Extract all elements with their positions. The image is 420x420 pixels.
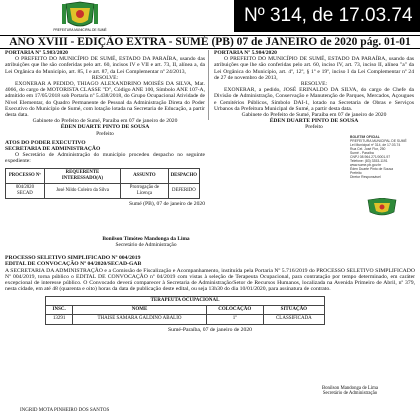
despacho-table [5,168,200,200]
convocation-signature [300,386,400,397]
atos-title: ATOS DO PODER EXECUTIVO [5,139,86,146]
despacho-requerente: José Nildo Coleiro da Silva [44,184,120,199]
convocation-colocacao: 1º [206,315,263,324]
table-row [6,184,200,199]
convocation-table-title: TERAPEUTA OCUPACIONAL [46,296,325,305]
secretaria-place-date: Sumé (PB), 07 de janeiro de 2020 [129,201,205,208]
municipal-coat-of-arms-logo [48,0,112,32]
convocation-section [5,255,415,333]
signer-right: ÉDEN DUARTE PINTO DE SOUSA [269,118,359,125]
processo-title: PROCESSO SELETIVO SIMPLIFICADO Nº 004/2019 [5,255,141,261]
convocation-header-situacao: SITUAÇÃO [263,306,324,315]
despacho-header-row [6,168,200,183]
despacho-header-despacho: DESPACHO [168,168,199,183]
stamp-line: Éden Duarte Pinto de Sousa [350,167,393,171]
table-row [46,315,325,324]
edition-bar: ANO XVIII - EDIÇÃO EXTRA - SUMÉ (PB) 07 de JANEIRO de 2020 pág. 01-01 [0,35,420,49]
second-sig-name: INGRID MOTA PINHEIRO DOS SANTOS [20,408,110,413]
convocation-header-nome: NOME [73,306,206,315]
right-column [214,50,414,131]
gabinete-right: Gabinete do Prefeito de Sumé, Paraíba em 07 de janeiro de 2020 [241,112,387,119]
masthead [0,0,420,34]
portaria-body-left: O PREFEITO DO MUNICÍPIO DE SUMÉ, ESTADO DA PARAÍBA, usando das atribuições que lhe são conferidas pelo art. 60, incisos IV e VII e art. 73, II, alínea a, da Lei Orgânica do Município, art. 85, I e art. 87, da Lei Complementar nº 24/2013, [5,56,205,75]
convocation-situacao: CLASSIFICADA [263,315,324,324]
edital-title: EDITAL DE CONVOCAÇÃO Nº 04/2020/SECAD-GAB [5,261,142,268]
resolve-right: RESOLVE: [300,81,328,88]
secretary-role: Secretário de Administração [115,242,177,248]
svg-text:PREFEITURA MUNICIPAL DE SUMÉ: PREFEITURA MUNICIPAL DE SUMÉ [53,28,107,32]
despacho-header-assunto: ASSUNTO [121,168,169,183]
despacho-assunto: Prorrogação de Licença [121,184,169,199]
left-column [5,50,205,208]
convocation-sig-role: Secretário de Administração [322,391,378,397]
despacho-decisao: DEFERIDO [168,184,199,199]
signer-role-left: Prefeito [96,130,114,137]
portaria-title-left: PORTARIA Nº 5.983/2020 [5,50,68,56]
secretary-signature [76,236,216,248]
secretary-name: Bonilson Timóteo Mandonga da Lima [102,236,190,242]
portaria-title-right: PORTARIA Nº 5.984/2020 [214,50,277,56]
gabinete-left: Gabinete do Prefeito de Sumé, Paraíba em 07 de janeiro de 2020 [32,118,178,125]
exonerar-left: EXONERAR A PEDIDO, THIAGO ALEXANDRINO MOISÉS DA SILVA, Mat. 4066, do cargo de MOTORISTA CLASSE "D", Código ANE 100, Símbolo ANE 107-A, admitido em 17/05/2018 sob Portaria nº 5.438/2018, do Grupo Ocupacional Atividade de Nível Elementar, do Quadro Permanente de Pessoal da Administração Direta do Poder Executivo do Município de Sumé, com lotação lotada na Secretaria de Educação, a partir desta data. [5,81,205,119]
colophon-stamp [350,135,415,205]
convocation-place-date: Sumé-Paraíba, 07 de janeiro de 2020 [167,326,253,333]
stamp-line: CNPJ 08.964.271/0001-97 [350,155,391,159]
despacho-header-processo: PROCESSO Nº [6,168,45,183]
signer-role-right: Prefeito [305,124,323,131]
stamp-line: Telefone: (83) 3353-1191 [350,159,388,163]
convocation-header-insc: INSC. [46,306,73,315]
convocation-header-colocacao: COLOCAÇÃO [206,306,263,315]
convocation-nome: THAISE SAMARA GALDINO ABALIO [73,315,206,324]
secretaria-title: SECRETARIA DE ADMINISTRAÇÃO [5,146,101,153]
exonerar-right: EXONERAR, a pedido, JOSÉ ERINALDO DA SILVA, do cargo de Chefe da Divisão de Administração, Conservação e Manutenção de Parques, Mercados, Açougues e Cemitérios Públicos, Símbolo DAI-1, lotado na Secretaria de Obras e Serviços Urbanos da Prefeitura Municipal de Sumé, a partir desta data. [214,87,414,112]
stamp-line: BOLETIM OFICIAL [350,135,380,139]
convocation-insc: 13291 [46,315,73,324]
despacho-processo: 004/2020 SECAD [6,184,45,199]
stamp-line: Prefeito [350,171,362,175]
stamp-line: www.sume.pb.gov.br [350,163,382,167]
stamp-line: Sumé - Paraíba [350,151,374,155]
portaria-body-right: O PREFEITO DO MUNICÍPIO DE SUMÉ, ESTADO DA PARAÍBA, usando das atribuições que lhe são conferidas pelo art. 60, inciso IV, art. 73, inciso II, alínea "a" da Lei Orgânica do Município, art. 4º, 12º, § 1º e 19º, inciso I da Lei Complementar nº 24 de 27 de novembro de 2013, [214,56,414,81]
convocation-table [45,296,325,325]
convocation-body: A SECRETARIA DA ADMINISTRAÇÃO e a Comissão de Fiscalização e Acompanhamento, instituída pela Portaria Nº 5.716/2019 do PROCESSO SELETIVO SIMPLIFICADO Nº 004/2019, torna público o EDITAL DE CONVOCAÇÃO nº 04/2019 com vistas à seleção de Terapeuta Ocupacional, para contratação por tempo determinado, em caráter excepcional de interesse público. O Convocado deverá comparecer à Secretaria de Administração/Setor de Recursos Humanos, localizada na Avenida Primeiro de Abril, nº 379, nesta cidade, em até 48 (quarenta e oito) horas da data de publicação deste edital, ou seja 13h30 do dia 10/01/2020, para assinatura de contrato. [5,267,415,293]
despacho-header-requerente: REQUERENTE INTERESSADO(A) [44,168,120,183]
secretaria-intro: O Secretário de Administração do município procedeu despacho no seguinte expediente: [5,152,205,165]
convocation-header-row [46,306,325,315]
column-divider [208,50,209,120]
convocation-sig-name: Bonilson Mandonga de Lima [321,386,379,391]
signer-left: ÉDEN DUARTE PINTO DE SOUSA [60,124,150,131]
lei-number-banner: Nº 314, de 17.03.74 [234,0,420,32]
stamp-line: Lei Municipal nº 314, de 17.03.74 [350,143,401,147]
stamp-line: Rua Cel. José Flor, 250 [350,147,386,151]
resolve-left: RESOLVE: [91,74,119,81]
stamp-line: Diretor Responsável [350,175,381,179]
stamp-line: PREFEITURA MUNICIPAL DE SUMÉ [350,139,407,143]
second-signature [20,408,220,413]
stamp-logo-icon [364,198,400,218]
